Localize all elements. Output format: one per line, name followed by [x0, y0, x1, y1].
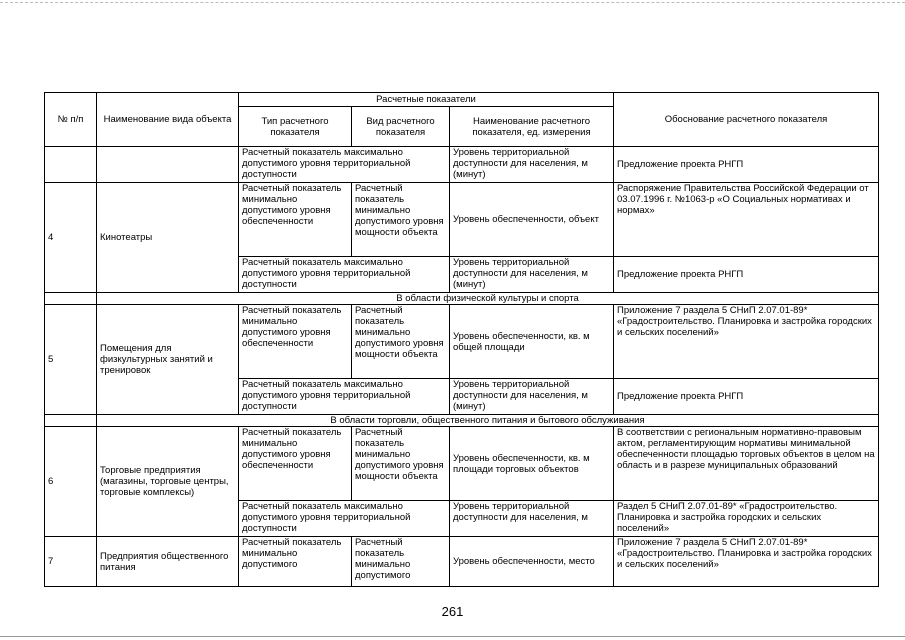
- kind-cell: Расчетный показатель минимально допустимого: [352, 537, 450, 587]
- type-kind-cell: Расчетный показатель максимально допустимого уровня территориальной доступности: [239, 147, 450, 183]
- row-number: 5: [45, 305, 97, 415]
- object-name: Кинотеатры: [97, 183, 239, 293]
- object-name: Торговые предприятия (магазины, торговые центры, торговые комплексы): [97, 427, 239, 537]
- indicator-cell: Уровень территориальной доступности для населения, м (минут): [450, 147, 614, 183]
- type-kind-cell: Расчетный показатель максимально допустимого уровня территориальной доступности: [239, 379, 450, 415]
- basis-cell: Предложение проекта РНГП: [614, 379, 879, 415]
- row-number: 4: [45, 183, 97, 293]
- kind-cell: Расчетный показатель минимально допустимого уровня мощности объекта: [352, 427, 450, 501]
- header-indicator-kind: Вид расчетного показателя: [352, 107, 450, 147]
- table-cell: [45, 147, 97, 183]
- indicator-cell: Уровень территориальной доступности для населения, м (минут): [450, 257, 614, 293]
- bottom-scan-line: [0, 636, 905, 637]
- type-kind-cell: Расчетный показатель максимально допустимого уровня территориальной доступности: [239, 257, 450, 293]
- header-indicator-type: Тип расчетного показателя: [239, 107, 352, 147]
- indicator-cell: Уровень территориальной доступности для населения, м (минут): [450, 379, 614, 415]
- indicators-table: [44, 92, 879, 587]
- section-trade: В области торговли, общественного питания и бытового обслуживания: [97, 415, 879, 427]
- object-name: Помещения для физкультурных занятий и тренировок: [97, 305, 239, 415]
- type-kind-cell: Расчетный показатель максимально допустимого уровня территориальной доступности: [239, 501, 450, 537]
- type-cell: Расчетный показатель минимально допустимого уровня обеспеченности: [239, 305, 352, 379]
- table-cell: [45, 293, 97, 305]
- indicator-cell: Уровень территориальной доступности для населения, м: [450, 501, 614, 537]
- header-object-name: Наименование вида объекта: [97, 93, 239, 147]
- indicator-cell: Уровень обеспеченности, кв. м площади торговых объектов: [450, 427, 614, 501]
- header-indicators-group: Расчетные показатели: [239, 93, 614, 107]
- top-scan-line: [0, 2, 905, 3]
- basis-cell: Приложение 7 раздела 5 СНиП 2.07.01-89* «Градостроительство. Планировка и застройка городских и сельских поселений»: [614, 537, 879, 587]
- row-number: 6: [45, 427, 97, 537]
- header-indicator-name: Наименование расчетного показателя, ед. измерения: [450, 107, 614, 147]
- header-basis: Обоснование расчетного показателя: [614, 93, 879, 147]
- object-name: Предприятия общественного питания: [97, 537, 239, 587]
- basis-cell: Предложение проекта РНГП: [614, 147, 879, 183]
- type-cell: Расчетный показатель минимально допустимого уровня обеспеченности: [239, 183, 352, 257]
- header-number: № п/п: [45, 93, 97, 147]
- type-cell: Расчетный показатель минимально допустимого: [239, 537, 352, 587]
- page-number: 261: [441, 604, 464, 619]
- type-cell: Расчетный показатель минимально допустимого уровня обеспеченности: [239, 427, 352, 501]
- section-sport: В области физической культуры и спорта: [97, 293, 879, 305]
- row-number: 7: [45, 537, 97, 587]
- basis-cell: Приложение 7 раздела 5 СНиП 2.07.01-89* «Градостроительство. Планировка и застройка городских и сельских поселений»: [614, 305, 879, 379]
- basis-cell: Распоряжение Правительства Российской Федерации от 03.07.1996 г. №1063-р «О Социальных нормативах и нормах»: [614, 183, 879, 257]
- table-cell: [45, 415, 97, 427]
- table-cell: [97, 147, 239, 183]
- indicator-cell: Уровень обеспеченности, место: [450, 537, 614, 587]
- basis-cell: В соответствии с региональным нормативно-правовым актом, регламентирующим нормативы минимальной обеспеченности площадью торговых объектов в целом на область и в разрезе муниципальных образований: [614, 427, 879, 501]
- indicator-cell: Уровень обеспеченности, объект: [450, 183, 614, 257]
- kind-cell: Расчетный показатель минимально допустимого уровня мощности объекта: [352, 305, 450, 379]
- kind-cell: Расчетный показатель минимально допустимого уровня мощности объекта: [352, 183, 450, 257]
- indicator-cell: Уровень обеспеченности, кв. м общей площади: [450, 305, 614, 379]
- basis-cell: Раздел 5 СНиП 2.07.01-89* «Градостроительство. Планировка и застройка городских и сельских поселений»: [614, 501, 879, 537]
- basis-cell: Предложение проекта РНГП: [614, 257, 879, 293]
